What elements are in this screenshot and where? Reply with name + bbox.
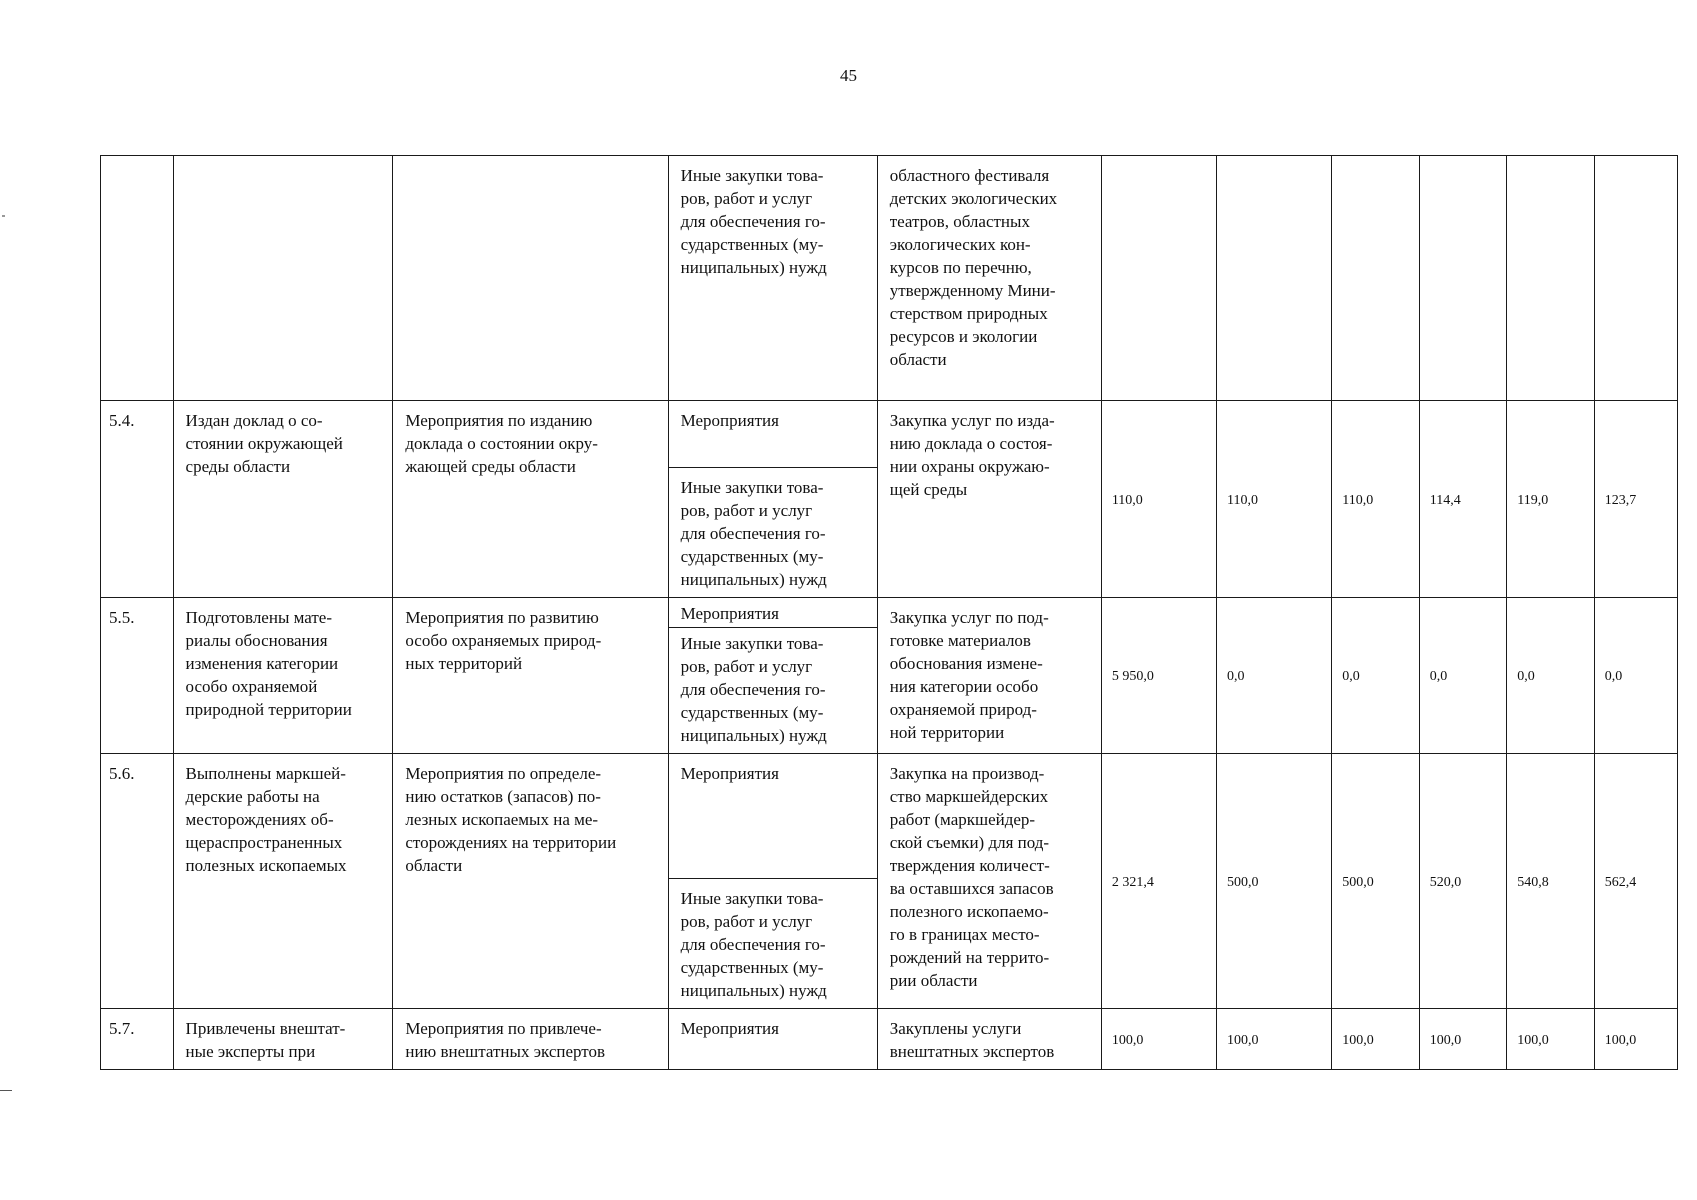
- cell-value: 100,0: [1217, 1009, 1332, 1070]
- table-row: [101, 754, 1678, 879]
- table-row: [101, 1009, 1678, 1070]
- cell-result: Подготовлены мате- риалы обоснования изменения категории особо охраняемой природной территории: [173, 598, 393, 754]
- cell-value: 114,4: [1419, 401, 1506, 598]
- cell-value: 110,0: [1217, 401, 1332, 598]
- cell-description: Закупка услуг по изда- нию доклада о состоя- нии охраны окружаю- щей среды: [877, 401, 1101, 598]
- cell-expense-type: Мероприятия: [668, 598, 877, 628]
- cell-value: [1594, 156, 1677, 401]
- scan-mark: [0, 1090, 12, 1091]
- cell-value: 119,0: [1507, 401, 1594, 598]
- cell-result: Привлечены внештат- ные эксперты при: [173, 1009, 393, 1070]
- cell-expense-type: Иные закупки това- ров, работ и услуг для обеспечения го- сударственных (му- ниципальных) нужд: [668, 628, 877, 754]
- table-row: [101, 598, 1678, 628]
- cell-measure: Мероприятия по развитию особо охраняемых природ- ных территорий: [393, 598, 668, 754]
- cell-value: [1507, 156, 1594, 401]
- cell-value: [1217, 156, 1332, 401]
- cell-value: 100,0: [1332, 1009, 1419, 1070]
- row-number: 5.7.: [101, 1009, 174, 1070]
- page-number: 45: [840, 66, 857, 85]
- cell-value: 100,0: [1419, 1009, 1506, 1070]
- table-row: [101, 156, 1678, 401]
- row-number: 5.5.: [101, 598, 174, 754]
- cell-description: областного фестиваля детских экологических театров, областных экологических кон- курсов по перечню, утвержденному Мини- стерством природных ресурсов и экологии области: [877, 156, 1101, 401]
- cell-measure: Мероприятия по привлече- нию внештатных экспертов: [393, 1009, 668, 1070]
- table-row: [101, 401, 1678, 468]
- cell-value: 500,0: [1217, 754, 1332, 1009]
- cell-value: 562,4: [1594, 754, 1677, 1009]
- cell-value: 100,0: [1507, 1009, 1594, 1070]
- cell-description: Закупка услуг по под- готовке материалов обоснования измене- ния категории особо охраняемой природ- ной территории: [877, 598, 1101, 754]
- cell-value: 100,0: [1101, 1009, 1216, 1070]
- cell-description: Закуплены услуги внештатных экспертов: [877, 1009, 1101, 1070]
- cell-value: 0,0: [1594, 598, 1677, 754]
- row-number: 5.4.: [101, 401, 174, 598]
- cell-value: 0,0: [1217, 598, 1332, 754]
- cell-value: 0,0: [1419, 598, 1506, 754]
- cell-expense-type: Мероприятия: [668, 1009, 877, 1070]
- cell-value: [1101, 156, 1216, 401]
- cell-description: Закупка на производ- ство маркшейдерских работ (маркшейдер- ской съемки) для под- тверждения количест- ва оставшихся запасов полезного ископаемо- го в границах место- рождений на террито- рии области: [877, 754, 1101, 1009]
- cell-value: 5 950,0: [1101, 598, 1216, 754]
- cell-measure: Мероприятия по определе- нию остатков (запасов) по- лезных ископаемых на ме- сторождениях на территории области: [393, 754, 668, 1009]
- cell-value: [1419, 156, 1506, 401]
- program-table: [100, 155, 1678, 1070]
- cell-measure: Мероприятия по изданию доклада о состоянии окру- жающей среды области: [393, 401, 668, 598]
- cell-result: [173, 156, 393, 401]
- cell-measure: [393, 156, 668, 401]
- cell-expense-type: Иные закупки това- ров, работ и услуг для обеспечения го- сударственных (му- ниципальных) нужд: [668, 879, 877, 1009]
- cell-value: 520,0: [1419, 754, 1506, 1009]
- cell-result: Издан доклад о со- стоянии окружающей среды области: [173, 401, 393, 598]
- cell-expense-type: Иные закупки това- ров, работ и услуг для обеспечения го- сударственных (му- ниципальных) нужд: [668, 468, 877, 598]
- scan-mark: [2, 215, 5, 217]
- cell-value: 540,8: [1507, 754, 1594, 1009]
- cell-value: [1332, 156, 1419, 401]
- cell-num: [101, 156, 174, 401]
- cell-value: 110,0: [1332, 401, 1419, 598]
- row-number: 5.6.: [101, 754, 174, 1009]
- cell-expense-type: Мероприятия: [668, 401, 877, 468]
- cell-result: Выполнены маркшей- дерские работы на месторождениях об- щераспространенных полезных ископаемых: [173, 754, 393, 1009]
- cell-value: 500,0: [1332, 754, 1419, 1009]
- cell-value: 110,0: [1101, 401, 1216, 598]
- cell-value: 2 321,4: [1101, 754, 1216, 1009]
- cell-expense-type: Иные закупки това- ров, работ и услуг для обеспечения го- сударственных (му- ниципальных) нужд: [668, 156, 877, 401]
- cell-expense-type: Мероприятия: [668, 754, 877, 879]
- cell-value: 123,7: [1594, 401, 1677, 598]
- cell-value: 100,0: [1594, 1009, 1677, 1070]
- cell-value: 0,0: [1507, 598, 1594, 754]
- cell-value: 0,0: [1332, 598, 1419, 754]
